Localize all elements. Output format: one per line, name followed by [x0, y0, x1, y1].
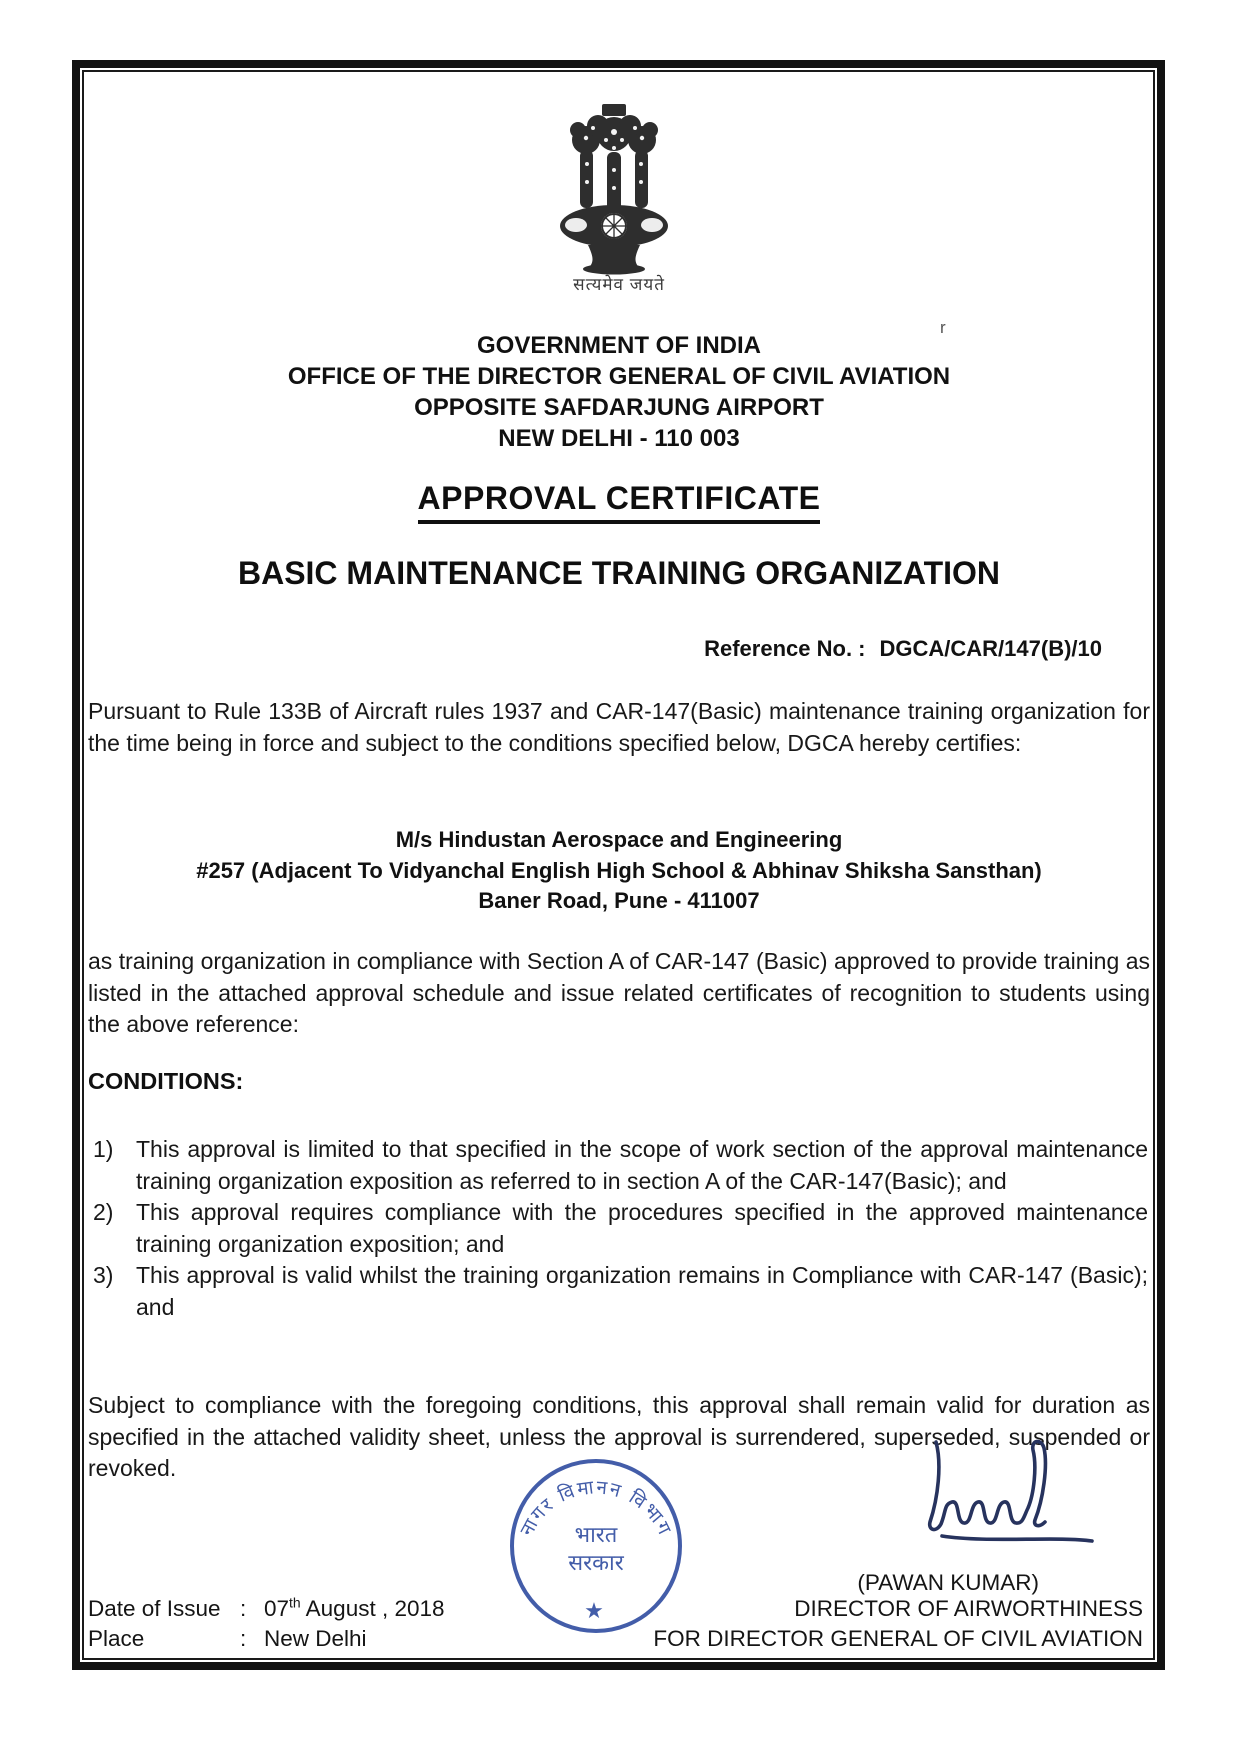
conditions-list: [93, 1134, 1148, 1323]
certificate-title-text: APPROVAL CERTIFICATE: [418, 480, 821, 524]
stamp-star-icon: ★: [584, 1598, 604, 1623]
conditions-heading: CONDITIONS:: [88, 1068, 244, 1094]
condition-text: This approval requires compliance with the procedures specified in the approved maintenance training organization exposition; and: [136, 1199, 1148, 1257]
letterhead-line-2: OFFICE OF THE DIRECTOR GENERAL OF CIVIL AVIATION: [287, 363, 951, 390]
date-ordinal: th: [289, 1594, 301, 1611]
stamp-arc-text: नागर विमानन विभाग: [516, 1477, 676, 1540]
certificate-border: [72, 60, 1165, 1670]
organization-block: [88, 825, 1150, 917]
reference-line: [88, 636, 1150, 662]
letterhead: [88, 330, 1150, 454]
validity-paragraph: Subject to compliance with the foregoing conditions, this approval shall remain valid for duration as specified in the attached validity sheet, unless the approval is surrendered, superseded, suspended or revoked.: [88, 1392, 1150, 1481]
grant-paragraph: as training organization in compliance with Section A of CAR-147 (Basic) approved to provide training as listed in the attached approval schedule and issue related certificates of recognition to students using the above reference:: [88, 948, 1150, 1037]
condition-number: 1): [93, 1136, 114, 1162]
reference-label: Reference No. :: [704, 636, 866, 661]
organization-name: M/s Hindustan Aerospace and Engineering: [395, 827, 843, 852]
condition-text: This approval is valid whilst the training organization remains in Compliance with CAR-147 (Basic); and: [136, 1262, 1148, 1320]
date-of-issue-label: Date of Issue: [88, 1596, 221, 1621]
certificate-subtitle: BASIC MAINTENANCE TRAINING ORGANIZATION: [237, 555, 1001, 591]
reference-number: DGCA/CAR/147(B)/10: [879, 636, 1102, 661]
letterhead-line-4: NEW DELHI - 110 003: [498, 425, 740, 452]
condition-item-3: [93, 1260, 1148, 1323]
place-value: New Delhi: [264, 1626, 367, 1651]
scan-artifact: r: [940, 318, 946, 337]
organization-address-2: Baner Road, Pune - 411007: [478, 888, 760, 913]
ashoka-emblem-icon: [548, 102, 680, 278]
handwritten-signature: [906, 1436, 1102, 1554]
organization-address-1: #257 (Adjacent To Vidyanchal English High School & Abhinav Shiksha Sansthan): [196, 857, 1042, 883]
date-day: 07: [264, 1596, 290, 1621]
condition-number: 2): [93, 1199, 114, 1225]
letterhead-line-1: GOVERNMENT OF INDIA: [476, 332, 761, 359]
condition-item-1: [93, 1134, 1148, 1197]
place-colon: :: [240, 1626, 247, 1651]
government-round-stamp: [506, 1458, 686, 1638]
emblem-motto: सत्यमेव जयते: [573, 275, 665, 294]
signatory-authority: FOR DIRECTOR GENERAL OF CIVIL AVIATION: [653, 1626, 1143, 1651]
place-label: Place: [88, 1626, 145, 1651]
certificate-title: [88, 480, 1150, 524]
letterhead-line-3: OPPOSITE SAFDARJUNG AIRPORT: [414, 394, 824, 421]
condition-text: This approval is limited to that specified in the scope of work section of the approval maintenance training organization exposition as referred to in section A of the CAR-147(Basic); and: [136, 1136, 1148, 1194]
signatory-name: (PAWAN KUMAR): [857, 1570, 1039, 1595]
condition-item-2: [93, 1197, 1148, 1260]
condition-number: 3): [93, 1262, 114, 1288]
signatory-designation: DIRECTOR OF AIRWORTHINESS: [794, 1596, 1143, 1621]
stamp-center-line-1: भारत: [574, 1522, 618, 1547]
stamp-center-line-2: सरकार: [568, 1550, 624, 1575]
date-colon: :: [240, 1596, 247, 1621]
date-rest: August , 2018: [300, 1596, 445, 1621]
intro-paragraph: Pursuant to Rule 133B of Aircraft rules 1937 and CAR-147(Basic) maintenance training organization for the time being in force and subject to the conditions specified below, DGCA hereby certifies:: [88, 698, 1150, 756]
